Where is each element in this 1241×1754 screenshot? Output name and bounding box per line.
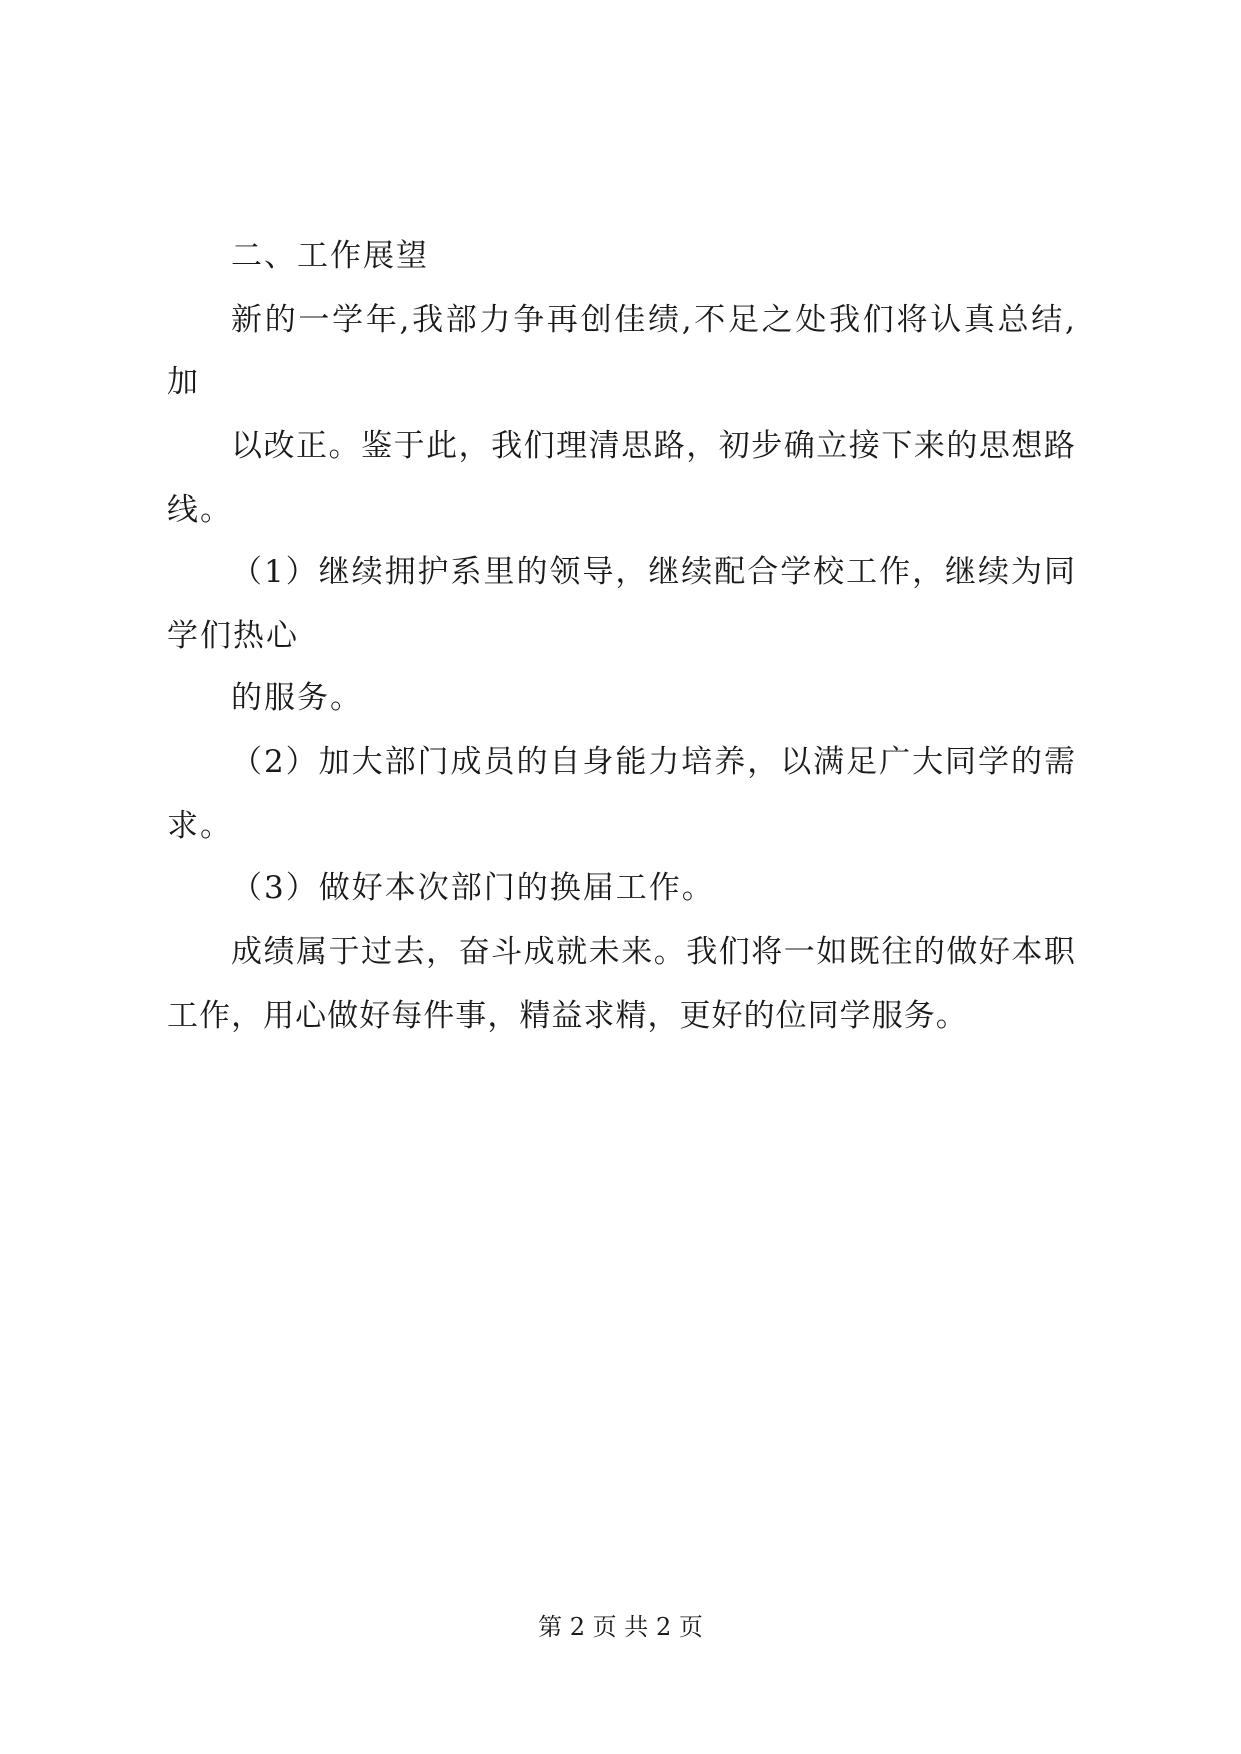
glyph: 校 xyxy=(813,554,845,590)
glyph: 我 xyxy=(491,428,523,464)
glyph: 做 xyxy=(946,934,978,970)
glyph: 奋 xyxy=(458,934,490,970)
glyph: 之 xyxy=(761,302,793,338)
glyph: 部 xyxy=(384,744,416,780)
glyph: 好 xyxy=(359,998,391,1034)
glyph: 改 xyxy=(263,428,295,464)
glyph: 立 xyxy=(816,428,848,464)
glyph: 来 xyxy=(621,934,653,970)
glyph: 的 xyxy=(516,744,548,780)
glyph: 更 xyxy=(679,998,711,1034)
glyph: 如 xyxy=(816,934,848,970)
glyph: 求 xyxy=(583,998,615,1034)
glyph: 思 xyxy=(621,428,653,464)
paragraph-line xyxy=(231,426,1075,466)
glyph: 件 xyxy=(423,998,455,1034)
glyph: 力 xyxy=(479,302,511,338)
glyph: 好 xyxy=(711,998,743,1034)
glyph: （ xyxy=(231,744,262,780)
glyph: 学 xyxy=(978,744,1010,780)
glyph: 足 xyxy=(846,744,878,780)
glyph: 结 xyxy=(1031,302,1063,338)
glyph: 一 xyxy=(298,302,330,338)
glyph: 斗 xyxy=(491,934,523,970)
glyph: 争 xyxy=(513,302,545,338)
glyph: 成 xyxy=(523,934,555,970)
glyph: 满 xyxy=(813,744,845,780)
glyph: 的 xyxy=(264,302,296,338)
glyph: 位 xyxy=(775,998,807,1034)
glyph: ， xyxy=(747,744,779,780)
glyph: 于 xyxy=(328,934,360,970)
glyph: 续 xyxy=(681,554,713,590)
glyph: 此 xyxy=(426,428,458,464)
glyph: 做 xyxy=(327,998,359,1034)
glyph: 精 xyxy=(615,998,647,1034)
glyph: 工 xyxy=(846,554,878,590)
glyph: 未 xyxy=(588,934,620,970)
glyph: 鉴 xyxy=(361,428,393,464)
glyph: 护 xyxy=(417,554,449,590)
glyph: 我 xyxy=(412,302,444,338)
glyph: 每 xyxy=(391,998,423,1034)
glyph: 职 xyxy=(1043,934,1075,970)
glyph: 再 xyxy=(546,302,578,338)
glyph: 学 xyxy=(780,554,812,590)
glyph: 务 xyxy=(903,998,935,1034)
paragraph-line xyxy=(231,932,1075,972)
paragraph-line: 加 xyxy=(167,364,200,400)
glyph: 领 xyxy=(549,554,581,590)
glyph: 同 xyxy=(807,998,839,1034)
glyph: 大 xyxy=(912,744,944,780)
glyph: 佳 xyxy=(614,302,646,338)
glyph: 路 xyxy=(653,428,685,464)
glyph: 继 xyxy=(945,554,977,590)
glyph: 的 xyxy=(913,934,945,970)
glyph: 续 xyxy=(351,554,383,590)
list-item-line: （3）做好本次部门的换届工作。 xyxy=(231,870,715,906)
glyph: 1 xyxy=(263,554,284,590)
glyph: 步 xyxy=(751,428,783,464)
glyph: 下 xyxy=(881,428,913,464)
glyph: 正 xyxy=(296,428,328,464)
glyph: 绩 xyxy=(263,934,295,970)
glyph: 门 xyxy=(417,744,449,780)
glyph: 合 xyxy=(747,554,779,590)
glyph: 配 xyxy=(714,554,746,590)
glyph: ， xyxy=(615,554,647,590)
glyph: 。 xyxy=(653,934,685,970)
glyph: 员 xyxy=(483,744,515,780)
glyph: 自 xyxy=(549,744,581,780)
glyph: 清 xyxy=(588,428,620,464)
glyph: 的 xyxy=(946,428,978,464)
glyph: 将 xyxy=(751,934,783,970)
glyph: 确 xyxy=(783,428,815,464)
glyph: 以 xyxy=(780,744,812,780)
glyph: 们 xyxy=(523,428,555,464)
glyph: 益 xyxy=(551,998,583,1034)
glyph: 。 xyxy=(935,998,967,1034)
glyph: 学 xyxy=(839,998,871,1034)
glyph: 创 xyxy=(580,302,612,338)
glyph: 本 xyxy=(1011,934,1043,970)
glyph: 理 xyxy=(556,428,588,464)
glyph: 作 xyxy=(199,998,231,1034)
glyph: 工 xyxy=(167,998,198,1034)
glyph: 于 xyxy=(393,428,425,464)
glyph: 就 xyxy=(556,934,588,970)
glyph: 不 xyxy=(694,302,726,338)
glyph: ， xyxy=(458,428,490,464)
glyph: 身 xyxy=(582,744,614,780)
glyph: 继 xyxy=(318,554,350,590)
glyph: 足 xyxy=(727,302,759,338)
glyph: 加 xyxy=(318,744,350,780)
glyph: 总 xyxy=(997,302,1029,338)
glyph: , xyxy=(1065,302,1075,338)
glyph: 的 xyxy=(516,554,548,590)
glyph: 年 xyxy=(365,302,397,338)
glyph: 养 xyxy=(714,744,746,780)
glyph: ， xyxy=(487,998,519,1034)
glyph: 2 xyxy=(263,744,284,780)
glyph: 的 xyxy=(743,998,775,1034)
glyph: 。 xyxy=(328,428,360,464)
glyph: ， xyxy=(686,428,718,464)
glyph: ， xyxy=(647,998,679,1034)
list-item-line xyxy=(231,552,1075,592)
glyph: （ xyxy=(231,554,262,590)
glyph: 既 xyxy=(848,934,880,970)
glyph: 能 xyxy=(615,744,647,780)
list-item-line: 学们热心 xyxy=(167,618,299,654)
glyph: 学 xyxy=(332,302,364,338)
glyph: 培 xyxy=(681,744,713,780)
glyph: 路 xyxy=(1043,428,1075,464)
glyph: , xyxy=(399,302,410,338)
glyph: 认 xyxy=(930,302,962,338)
glyph: , xyxy=(681,302,692,338)
glyph: 继 xyxy=(648,554,680,590)
glyph: 真 xyxy=(963,302,995,338)
glyph: 接 xyxy=(848,428,880,464)
glyph: 服 xyxy=(871,998,903,1034)
glyph: 作 xyxy=(879,554,911,590)
glyph: 们 xyxy=(718,934,750,970)
glyph: 续 xyxy=(978,554,1010,590)
glyph: 广 xyxy=(879,744,911,780)
glyph: ， xyxy=(231,998,263,1034)
glyph: 来 xyxy=(913,428,945,464)
glyph: 想 xyxy=(1011,428,1043,464)
glyph: 的 xyxy=(1010,744,1042,780)
glyph: ， xyxy=(912,554,944,590)
glyph: 初 xyxy=(718,428,750,464)
glyph: 导 xyxy=(582,554,614,590)
glyph: 系 xyxy=(450,554,482,590)
glyph: 新 xyxy=(231,302,262,338)
glyph: 处 xyxy=(795,302,827,338)
paragraph-line xyxy=(231,300,1075,340)
glyph: 成 xyxy=(450,744,482,780)
glyph: 事 xyxy=(455,998,487,1034)
glyph: 将 xyxy=(896,302,928,338)
paragraph-line xyxy=(167,996,967,1036)
glyph: 心 xyxy=(295,998,327,1034)
list-item-line xyxy=(231,742,1075,782)
glyph: 属 xyxy=(296,934,328,970)
page-number-footer: 第 2 页 共 2 页 xyxy=(538,1613,703,1641)
glyph: 同 xyxy=(945,744,977,780)
section-heading: 二、工作展望 xyxy=(231,238,429,274)
glyph: ， xyxy=(426,934,458,970)
glyph: 同 xyxy=(1043,554,1075,590)
glyph: 拥 xyxy=(384,554,416,590)
paragraph-line: 线。 xyxy=(167,492,233,528)
glyph: 过 xyxy=(361,934,393,970)
glyph: 里 xyxy=(483,554,515,590)
glyph: 力 xyxy=(648,744,680,780)
glyph: 需 xyxy=(1043,744,1075,780)
glyph: 用 xyxy=(263,998,295,1034)
list-item-line: 求。 xyxy=(167,808,233,844)
glyph: 思 xyxy=(978,428,1010,464)
glyph: 去 xyxy=(393,934,425,970)
glyph: 好 xyxy=(978,934,1010,970)
glyph: 以 xyxy=(231,428,262,464)
glyph: 为 xyxy=(1010,554,1042,590)
glyph: 一 xyxy=(783,934,815,970)
glyph: 们 xyxy=(862,302,894,338)
glyph: 精 xyxy=(519,998,551,1034)
glyph: ） xyxy=(285,554,317,590)
glyph: ） xyxy=(285,744,317,780)
glyph: 成 xyxy=(231,934,262,970)
glyph: 绩 xyxy=(648,302,679,338)
glyph: 大 xyxy=(351,744,383,780)
glyph: 部 xyxy=(445,302,477,338)
glyph: 我 xyxy=(686,934,718,970)
glyph: 我 xyxy=(829,302,861,338)
glyph: 往 xyxy=(881,934,913,970)
list-item-line: 的服务。 xyxy=(231,680,363,716)
